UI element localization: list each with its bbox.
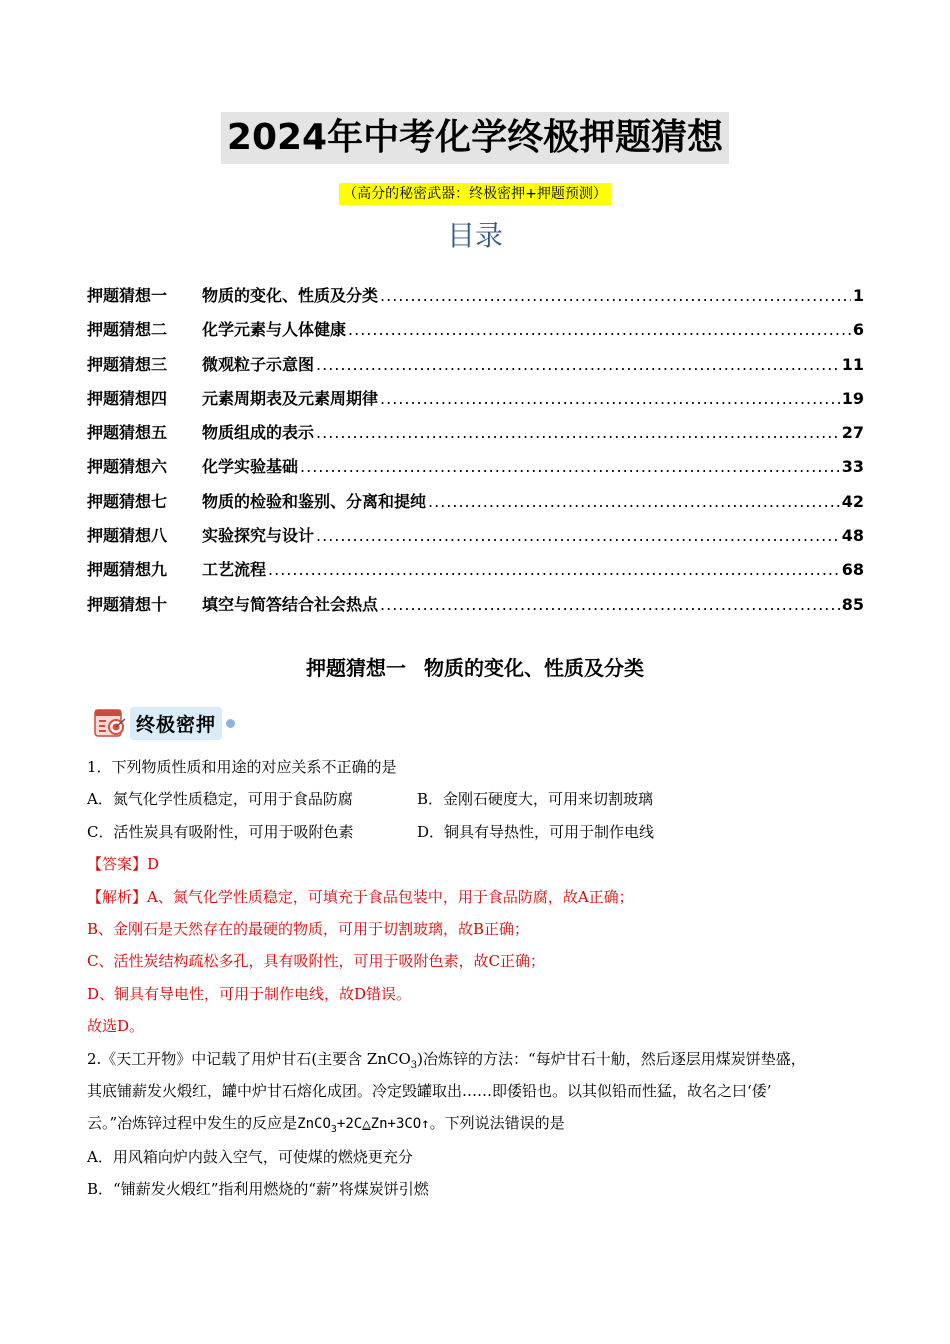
toc-leader-dots [380,286,851,305]
toc-entry[interactable] [87,523,864,557]
toc-entry-page: 68 [841,560,864,580]
question-1-options-row-2 [87,816,887,848]
toc-leader-dots [380,595,840,614]
toc-entry-title: 化学实验基础 [202,457,299,477]
table-of-contents [87,283,864,626]
badge-dot-icon [226,719,235,728]
toc-entry-page: 6 [852,320,864,340]
toc-entry-number: 押题猜想八 [87,526,168,546]
toc-entry-number: 押题猜想七 [87,491,168,511]
chemical-equation [297,1116,430,1136]
toc-entry[interactable] [87,557,864,591]
section-number: 押题猜想一 [306,656,406,680]
toc-entry-title: 物质的变化、性质及分类 [202,286,379,305]
subscript: 3 [410,1059,418,1071]
toc-entry-number: 押题猜想一 [87,286,168,305]
toc-entry-number: 押题猜想十 [87,594,168,614]
toc-entry-title: 化学元素与人体健康 [202,320,347,340]
toc-entry-title: 物质组成的表示 [202,423,315,443]
analysis-line-3: C、活性炭结构疏松多孔，具有吸附性，可用于吸附色素，故C正确； [87,952,545,971]
toc-entry-number: 押题猜想三 [87,354,168,374]
target-board-icon [92,706,128,740]
toc-entry-title: 填空与简答结合社会热点 [202,594,379,614]
toc-entry-number: 押题猜想二 [87,320,168,340]
option-d: D．铜具有导热性，可用于制作电线 [417,822,655,841]
option-c: C．活性炭具有吸附性，可用于吸附色素 [87,822,354,841]
eq-part: +2C [336,1116,363,1133]
toc-entry-page: 11 [841,354,864,374]
toc-leader-dots [268,560,840,579]
toc-entry-page: 42 [841,491,864,511]
toc-entry-number: 押题猜想四 [87,388,168,408]
toc-entry[interactable] [87,352,864,386]
section-title: 物质的变化、性质及分类 [424,656,644,680]
question-2-line-2: 其底铺薪发火煅红，罐中炉甘石熔化成团。冷定毁罐取出……即倭铅也。以其似铅而性猛，故名之曰‘倭’ [87,1082,772,1101]
toc-leader-dots [316,423,840,442]
toc-entry-page: 27 [841,423,864,443]
option-b: B．金刚石硬度大，可用来切割玻璃 [417,790,654,809]
answer-line: 【答案】D [87,855,160,874]
analysis-line-2: B、金刚石是天然存在的最硬的物质，可用于切割玻璃，故B正确； [87,920,530,939]
question-2-line-3 [87,1107,887,1140]
option-a: A．氮气化学性质稳定，可用于食品防腐 [87,790,353,809]
eq-part: Zn+3CO↑ [370,1116,430,1133]
toc-entry[interactable] [87,454,864,488]
analysis-line-1 [87,881,887,913]
subscript: 3 [330,1124,337,1136]
section-heading [0,652,950,684]
badge-label: 终极密押 [130,707,222,740]
toc-entry-title: 工艺流程 [202,560,267,580]
analysis-line-4: D、铜具有导电性，可用于制作电线，故D错误。 [87,984,412,1003]
toc-entry-number: 押题猜想六 [87,457,168,477]
q2-text: 2.《天工开物》中记载了用炉甘石(主要含 ZnCO [87,1049,411,1068]
title-wrap [0,112,950,164]
q2-text: )冶炼锌的方法：“每炉甘石十觔，然后逐层用煤炭饼垫盛， [417,1049,806,1068]
question-2-line-1 [87,1043,887,1075]
toc-entry[interactable] [87,386,864,420]
toc-leader-dots [348,320,851,339]
toc-entry[interactable] [87,317,864,351]
document-subtitle: （高分的秘密武器：终极密押+押题预测） [339,183,611,205]
toc-entry-title: 元素周期表及元素周期律 [202,388,379,408]
toc-entry[interactable] [87,592,864,626]
toc-entry[interactable] [87,283,864,317]
toc-entry-number: 押题猜想九 [87,560,168,580]
toc-entry-title: 微观粒子示意图 [202,354,315,374]
analysis-text: A、氮气化学性质稳定，可填充于食品包装中，用于食品防腐，故A正确； [147,887,634,906]
eq-part: ZnCO [297,1116,331,1133]
toc-entry[interactable] [87,489,864,523]
toc-leader-dots [316,526,840,545]
toc-heading: 目录 [446,219,503,252]
toc-entry-page: 33 [841,457,864,477]
toc-leader-dots [300,457,840,476]
question-1-options-row-1 [87,783,887,815]
question-2-option-a: A．用风箱向炉内鼓入空气，可使煤的燃烧更充分 [87,1147,413,1166]
question-1-stem: 1．下列物质性质和用途的对应关系不正确的是 [87,758,397,776]
analysis-tag: 【解析】 [87,887,148,906]
conclusion-line: 故选D。 [87,1017,145,1036]
q2-text: 云。”冶炼锌过程中发生的反应是 [87,1114,298,1133]
toc-entry-page: 48 [841,526,864,546]
subtitle-wrap [0,183,950,205]
toc-leader-dots [428,492,840,511]
toc-entry-page: 85 [841,594,864,614]
toc-leader-dots [380,389,840,408]
toc-entry-page: 1 [852,286,864,305]
q2-text: 。下列说法错误的是 [429,1114,565,1133]
heat-condition-icon: △ [362,1116,371,1133]
document-title: 2024年中考化学终极押题猜想 [221,112,729,164]
toc-entry-title: 实验探究与设计 [202,526,315,546]
section-badge [92,703,235,743]
question-content [87,751,887,1206]
toc-entry-title: 物质的检验和鉴别、分离和提纯 [202,491,427,511]
question-2-option-b: B．“铺薪发火煅红”指利用燃烧的“薪”将煤炭饼引燃 [87,1180,429,1199]
toc-entry-page: 19 [841,388,864,408]
toc-leader-dots [316,355,840,374]
toc-entry-number: 押题猜想五 [87,423,168,443]
toc-entry[interactable] [87,420,864,454]
